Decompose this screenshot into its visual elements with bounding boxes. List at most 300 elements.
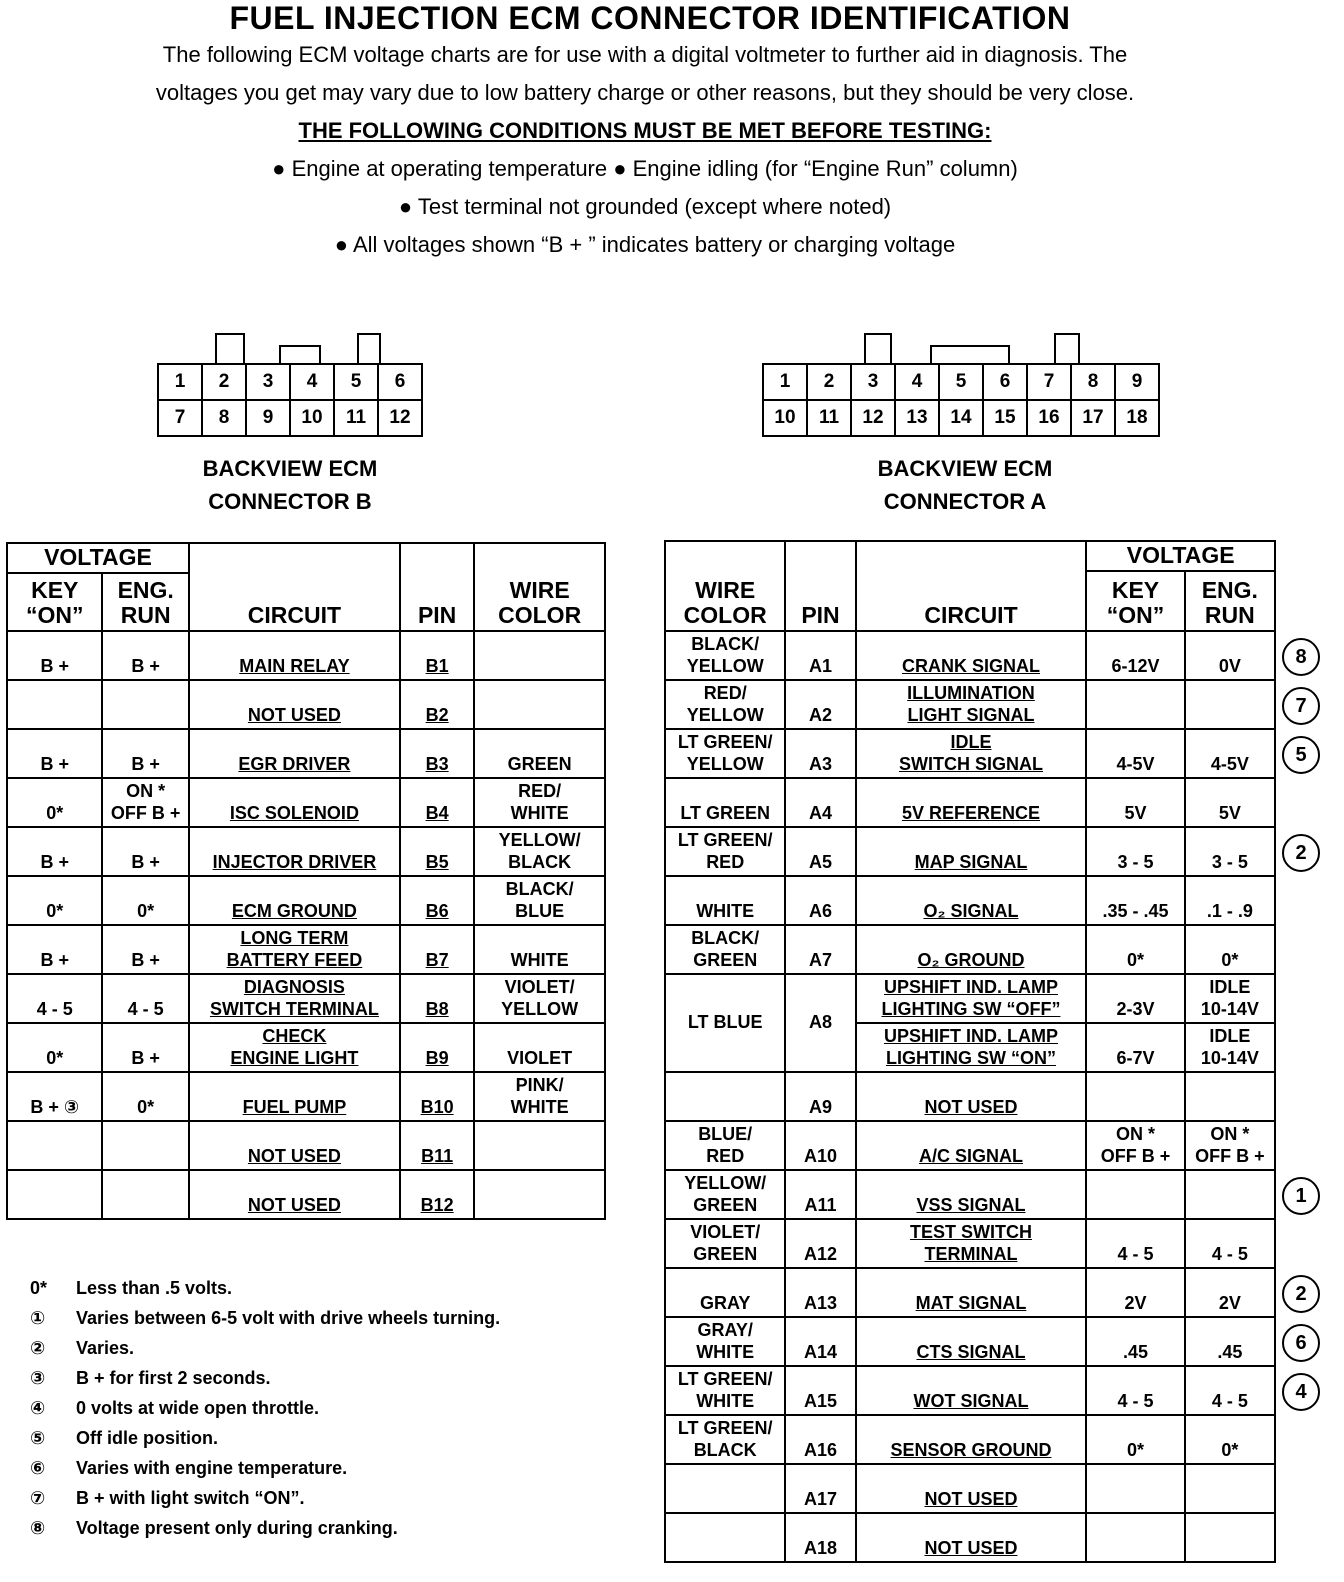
conditions-heading: THE FOLLOWING CONDITIONS MUST BE MET BEFORE TESTING: [298, 118, 992, 143]
table-row [665, 876, 1275, 925]
eng-run-voltage: B + [102, 1023, 188, 1072]
circuit-text: INJECTOR DRIVER [212, 852, 377, 872]
key-on-voltage [1086, 1464, 1184, 1513]
wire-color: GRAY/ WHITE [665, 1317, 785, 1366]
footnote-symbol: ⑧ [30, 1518, 46, 1538]
wire-color: BLACK/ BLUE [474, 876, 605, 925]
pin-text: B10 [420, 1097, 454, 1117]
page-title: FUEL INJECTION ECM CONNECTOR IDENTIFICATION [229, 0, 1071, 36]
circuit-text: EGR DRIVER [238, 754, 351, 774]
pin-id: A1 [785, 631, 855, 680]
pin-number: 13 [895, 400, 939, 436]
table-row [665, 1366, 1275, 1415]
eng-run-voltage [102, 1121, 188, 1170]
footnote-item [30, 1398, 319, 1419]
eng-run-voltage: 4 - 5 [1185, 1366, 1275, 1415]
wire-color: VIOLET [474, 1023, 605, 1072]
pin-number: 8 [202, 400, 246, 436]
pin-text: B2 [425, 705, 449, 725]
circuit-name [856, 876, 1087, 925]
pin-number: 1 [158, 364, 202, 400]
table-row [665, 1513, 1275, 1562]
pin-id: A15 [785, 1366, 855, 1415]
pin-number: 4 [895, 364, 939, 400]
table-row [665, 778, 1275, 827]
footnote-symbol: ③ [30, 1368, 46, 1388]
wire-color: GREEN [474, 729, 605, 778]
key-on-voltage: 6-7V [1086, 1023, 1184, 1072]
connector-a-pins [762, 363, 1160, 437]
footnote-symbol: 0* [30, 1278, 48, 1298]
eng-run-voltage [1185, 1464, 1275, 1513]
wire-color: WHITE [665, 876, 785, 925]
circuit-text: NOT USED [924, 1489, 1018, 1509]
eng-run-voltage: 0* [102, 1072, 188, 1121]
connector-a-caption-1: BACKVIEW ECM [877, 456, 1053, 481]
header-voltage: VOLTAGE [7, 543, 189, 573]
circuit-name [189, 729, 400, 778]
circuit-name [189, 974, 400, 1023]
eng-run-voltage: IDLE 10-14V [1185, 1023, 1275, 1072]
table-row [665, 729, 1275, 778]
wire-color: GRAY [665, 1268, 785, 1317]
eng-run-voltage: ON * OFF B + [1185, 1121, 1275, 1170]
key-on-voltage [7, 680, 102, 729]
circuit-name [189, 631, 400, 680]
pin-text: B9 [425, 1048, 449, 1068]
table-row [7, 827, 605, 876]
wire-color [665, 1513, 785, 1562]
header-eng-run: ENG. RUN [1185, 571, 1275, 631]
pin-number: 10 [290, 400, 334, 436]
header-key-on: KEY “ON” [7, 573, 102, 631]
footnote-symbol: ⑦ [30, 1488, 46, 1508]
circuit-name [856, 1415, 1087, 1464]
circuit-name [189, 1072, 400, 1121]
header-circuit: CIRCUIT [189, 543, 400, 631]
header-eng-run: ENG. RUN [102, 573, 188, 631]
eng-run-voltage [102, 1170, 188, 1219]
eng-run-voltage: 4 - 5 [102, 974, 188, 1023]
footnote-item [30, 1518, 398, 1539]
wire-color: LT GREEN [665, 778, 785, 827]
key-on-voltage: 4 - 5 [1086, 1366, 1184, 1415]
key-on-voltage [1086, 1072, 1184, 1121]
key-on-voltage [7, 1121, 102, 1170]
wire-color: BLACK/ GREEN [665, 925, 785, 974]
circuit-text: NOT USED [247, 705, 341, 725]
table-row [7, 631, 605, 680]
wire-color [665, 1464, 785, 1513]
circuit-name [856, 778, 1087, 827]
key-on-voltage [1086, 1170, 1184, 1219]
pin-text: B3 [425, 754, 449, 774]
eng-run-voltage: 0* [102, 876, 188, 925]
footnote-item [30, 1308, 500, 1329]
pin-id: A16 [785, 1415, 855, 1464]
circuit-name [856, 1072, 1087, 1121]
pin-id: A3 [785, 729, 855, 778]
circuit-name [189, 925, 400, 974]
key-on-voltage: 4-5V [1086, 729, 1184, 778]
key-on-voltage: 4 - 5 [7, 974, 102, 1023]
pin-id [400, 925, 474, 974]
circuit-text: O₂ SIGNAL [923, 901, 1019, 921]
footnote-circle-icon: 6 [1282, 1324, 1320, 1362]
footnote-item [30, 1368, 271, 1389]
circuit-text: DIAGNOSIS SWITCH TERMINAL [209, 977, 379, 1019]
footnote-text: Varies with engine temperature. [76, 1458, 348, 1478]
circuit-text: MAIN RELAY [239, 656, 350, 676]
header-key-on: KEY “ON” [1086, 571, 1184, 631]
eng-run-voltage [1185, 1170, 1275, 1219]
circuit-name [856, 1513, 1087, 1562]
eng-run-voltage: B + [102, 925, 188, 974]
pin-text: B5 [425, 852, 449, 872]
footnote-circle-icon: 4 [1282, 1373, 1320, 1411]
circuit-name [856, 1366, 1087, 1415]
footnote-text: Varies. [76, 1338, 135, 1358]
pin-id [400, 1023, 474, 1072]
circuit-name [856, 1121, 1087, 1170]
pin-id [400, 876, 474, 925]
key-on-voltage: B + [7, 729, 102, 778]
pin-id: A9 [785, 1072, 855, 1121]
pin-id: A17 [785, 1464, 855, 1513]
pin-id: A7 [785, 925, 855, 974]
footnote-item [30, 1338, 134, 1359]
eng-run-voltage: B + [102, 631, 188, 680]
pin-id: A2 [785, 680, 855, 729]
footnote-circle-icon: 2 [1282, 834, 1320, 872]
header-voltage: VOLTAGE [1086, 541, 1275, 571]
connector-a-diagram [762, 333, 1192, 443]
circuit-text: CTS SIGNAL [916, 1342, 1026, 1362]
circuit-name [856, 680, 1087, 729]
pin-number: 6 [983, 364, 1027, 400]
table-row [665, 1170, 1275, 1219]
footnote-item [30, 1488, 305, 1509]
pin-number: 2 [202, 364, 246, 400]
eng-run-voltage: .1 - .9 [1185, 876, 1275, 925]
key-on-voltage: 6-12V [1086, 631, 1184, 680]
eng-run-voltage: 4 - 5 [1185, 1219, 1275, 1268]
pin-number: 4 [290, 364, 334, 400]
connector-a-tab [1054, 333, 1080, 365]
eng-run-voltage: .45 [1185, 1317, 1275, 1366]
pin-id [400, 974, 474, 1023]
circuit-text: NOT USED [247, 1195, 341, 1215]
wire-color [474, 1170, 605, 1219]
condition-2: ● Test terminal not grounded (except where noted) [398, 194, 892, 219]
footnote-circle-icon: 5 [1282, 736, 1320, 774]
pin-text: B1 [425, 656, 449, 676]
circuit-text: ISC SOLENOID [229, 803, 359, 823]
connector-a-tab [864, 333, 892, 365]
pin-number: 14 [939, 400, 983, 436]
eng-run-voltage [1185, 1513, 1275, 1562]
pin-text: B7 [425, 950, 449, 970]
footnote-circle-icon: 1 [1282, 1177, 1320, 1215]
key-on-voltage: B + [7, 631, 102, 680]
header-circuit: CIRCUIT [856, 541, 1087, 631]
eng-run-voltage [1185, 680, 1275, 729]
circuit-text: UPSHIFT IND. LAMP LIGHTING SW “OFF” [881, 977, 1061, 1019]
header-wire-color: WIRE COLOR [665, 541, 785, 631]
pin-id [400, 1121, 474, 1170]
circuit-text: UPSHIFT IND. LAMP LIGHTING SW “ON” [883, 1026, 1058, 1068]
table-row [7, 1170, 605, 1219]
key-on-voltage: 2-3V [1086, 974, 1184, 1023]
key-on-voltage: 0* [7, 778, 102, 827]
header-pin: PIN [400, 543, 474, 631]
key-on-voltage: ON * OFF B + [1086, 1121, 1184, 1170]
pin-id: A12 [785, 1219, 855, 1268]
connector-a-caption-2: CONNECTOR A [883, 489, 1047, 514]
table-row [7, 1023, 605, 1072]
pin-id [400, 680, 474, 729]
eng-run-voltage: 5V [1185, 778, 1275, 827]
wire-color: RED/ WHITE [474, 778, 605, 827]
circuit-name [856, 925, 1087, 974]
pin-number: 9 [246, 400, 290, 436]
pin-id [400, 1170, 474, 1219]
pin-id [400, 827, 474, 876]
pin-number: 12 [378, 400, 422, 436]
circuit-text: NOT USED [924, 1097, 1018, 1117]
circuit-name [856, 1170, 1087, 1219]
circuit-text: A/C SIGNAL [918, 1146, 1023, 1166]
key-on-voltage: B + [7, 925, 102, 974]
table-row [7, 680, 605, 729]
eng-run-voltage: IDLE 10-14V [1185, 974, 1275, 1023]
condition-3: ● All voltages shown “B + ” indicates battery or charging voltage [334, 232, 956, 257]
pin-number: 7 [158, 400, 202, 436]
pin-id: A18 [785, 1513, 855, 1562]
key-on-voltage [1086, 680, 1184, 729]
pin-number: 8 [1071, 364, 1115, 400]
wire-color [474, 631, 605, 680]
circuit-text: CRANK SIGNAL [901, 656, 1040, 676]
pin-number: 5 [334, 364, 378, 400]
circuit-text: VSS SIGNAL [916, 1195, 1026, 1215]
header-wire-color: WIRE COLOR [474, 543, 605, 631]
pin-number: 3 [246, 364, 290, 400]
footnote-text: 0 volts at wide open throttle. [76, 1398, 320, 1418]
pin-id [400, 778, 474, 827]
table-row [665, 925, 1275, 974]
pin-id: A4 [785, 778, 855, 827]
circuit-text: WOT SIGNAL [913, 1391, 1029, 1411]
eng-run-voltage: ON * OFF B + [102, 778, 188, 827]
circuit-text: MAT SIGNAL [915, 1293, 1027, 1313]
table-row [665, 631, 1275, 680]
circuit-name [856, 974, 1087, 1023]
circuit-name [856, 1023, 1087, 1072]
footnote-symbol: ④ [30, 1398, 46, 1418]
circuit-text: IDLE SWITCH SIGNAL [898, 732, 1043, 774]
table-row [7, 1072, 605, 1121]
pin-id: A8 [785, 974, 855, 1072]
connector-b-voltage-table [6, 542, 606, 1220]
footnote-text: B + for first 2 seconds. [76, 1368, 271, 1388]
circuit-name [856, 827, 1087, 876]
table-row [665, 680, 1275, 729]
table-row [7, 876, 605, 925]
pin-number: 16 [1027, 400, 1071, 436]
footnote-text: B + with light switch “ON”. [76, 1488, 305, 1508]
circuit-text: O₂ GROUND [917, 950, 1025, 970]
pin-id: A11 [785, 1170, 855, 1219]
key-on-voltage: 3 - 5 [1086, 827, 1184, 876]
footnote-symbol: ⑤ [30, 1428, 46, 1448]
circuit-name [189, 1023, 400, 1072]
circuit-text: NOT USED [247, 1146, 341, 1166]
circuit-name [189, 1170, 400, 1219]
pin-number: 17 [1071, 400, 1115, 436]
circuit-name [189, 680, 400, 729]
circuit-name [856, 631, 1087, 680]
key-on-voltage: 2V [1086, 1268, 1184, 1317]
table-row [7, 729, 605, 778]
table-row [665, 827, 1275, 876]
circuit-text: 5V REFERENCE [901, 803, 1040, 823]
footnote-symbol: ② [30, 1338, 46, 1358]
connector-a-tab [930, 345, 1010, 365]
wire-color [474, 1121, 605, 1170]
footnote-text: Varies between 6-5 volt with drive wheels turning. [76, 1308, 501, 1328]
footnote-circle-icon: 2 [1282, 1275, 1320, 1313]
connector-b-tab [357, 333, 381, 365]
pin-number: 3 [851, 364, 895, 400]
pin-text: B4 [425, 803, 449, 823]
connector-b-pins [157, 363, 423, 437]
table-row [665, 1121, 1275, 1170]
eng-run-voltage: 2V [1185, 1268, 1275, 1317]
footnote-item [30, 1278, 232, 1299]
wire-color: PINK/ WHITE [474, 1072, 605, 1121]
pin-number: 11 [807, 400, 851, 436]
circuit-name [856, 1219, 1087, 1268]
connector-a-voltage-table [664, 540, 1276, 1563]
circuit-name [189, 827, 400, 876]
circuit-text: ILLUMINATION LIGHT SIGNAL [907, 683, 1035, 725]
pin-number: 10 [763, 400, 807, 436]
wire-color: RED/ YELLOW [665, 680, 785, 729]
footnote-symbol: ① [30, 1308, 46, 1328]
circuit-name [856, 729, 1087, 778]
pin-id [400, 631, 474, 680]
pin-text: B11 [421, 1146, 454, 1166]
key-on-voltage: B + ③ [7, 1072, 102, 1121]
table-row [7, 1121, 605, 1170]
intro-line-1: The following ECM voltage charts are for use with a digital voltmeter to further aid in diagnosis. The [162, 42, 1128, 67]
eng-run-voltage: 0* [1185, 925, 1275, 974]
pin-number: 1 [763, 364, 807, 400]
circuit-name [856, 1464, 1087, 1513]
table-row [665, 1268, 1275, 1317]
pin-id: A10 [785, 1121, 855, 1170]
circuit-text: CHECK ENGINE LIGHT [230, 1026, 359, 1068]
eng-run-voltage: 0* [1185, 1415, 1275, 1464]
circuit-text: FUEL PUMP [242, 1097, 347, 1117]
wire-color: VIOLET/ YELLOW [474, 974, 605, 1023]
key-on-voltage: .35 - .45 [1086, 876, 1184, 925]
wire-color: YELLOW/ BLACK [474, 827, 605, 876]
table-row [665, 974, 1275, 1023]
table-row [7, 778, 605, 827]
pin-text: B12 [420, 1195, 454, 1215]
eng-run-voltage: B + [102, 827, 188, 876]
pin-number: 11 [334, 400, 378, 436]
pin-number: 18 [1115, 400, 1159, 436]
pin-number: 12 [851, 400, 895, 436]
key-on-voltage [1086, 1513, 1184, 1562]
key-on-voltage: 5V [1086, 778, 1184, 827]
footnote-text: Off idle position. [76, 1428, 218, 1448]
table-row [7, 974, 605, 1023]
connector-b-diagram [157, 333, 447, 443]
key-on-voltage: 0* [7, 1023, 102, 1072]
footnote-text: Voltage present only during cranking. [76, 1518, 398, 1538]
pin-number: 2 [807, 364, 851, 400]
footnote-item [30, 1458, 347, 1479]
circuit-text: ECM GROUND [231, 901, 357, 921]
key-on-voltage: 0* [1086, 925, 1184, 974]
pin-number: 7 [1027, 364, 1071, 400]
pin-number: 9 [1115, 364, 1159, 400]
wire-color: LT GREEN/ WHITE [665, 1366, 785, 1415]
wire-color: LT GREEN/ YELLOW [665, 729, 785, 778]
header-pin: PIN [785, 541, 855, 631]
table-row [665, 1317, 1275, 1366]
wire-color: LT GREEN/ BLACK [665, 1415, 785, 1464]
key-on-voltage: 0* [1086, 1415, 1184, 1464]
eng-run-voltage [102, 680, 188, 729]
circuit-text: LONG TERM BATTERY FEED [226, 928, 363, 970]
circuit-name [856, 1317, 1087, 1366]
connector-b-caption-2: CONNECTOR B [208, 489, 372, 514]
circuit-name [189, 876, 400, 925]
connector-b-tab [215, 333, 245, 365]
pin-id: A13 [785, 1268, 855, 1317]
table-row [665, 1219, 1275, 1268]
wire-color: YELLOW/ GREEN [665, 1170, 785, 1219]
pin-id: A14 [785, 1317, 855, 1366]
footnote-item [30, 1428, 218, 1449]
circuit-text: SENSOR GROUND [890, 1440, 1052, 1460]
footnote-text: Less than .5 volts. [76, 1278, 233, 1298]
pin-id [400, 1072, 474, 1121]
pin-text: B6 [425, 901, 449, 921]
wire-color [665, 1072, 785, 1121]
table-row [665, 1415, 1275, 1464]
pin-number: 6 [378, 364, 422, 400]
eng-run-voltage: 0V [1185, 631, 1275, 680]
eng-run-voltage [1185, 1072, 1275, 1121]
wire-color: WHITE [474, 925, 605, 974]
intro-line-2: voltages you get may vary due to low battery charge or other reasons, but they should be very close. [155, 80, 1135, 105]
key-on-voltage: 4 - 5 [1086, 1219, 1184, 1268]
key-on-voltage: .45 [1086, 1317, 1184, 1366]
eng-run-voltage: 3 - 5 [1185, 827, 1275, 876]
pin-id: A5 [785, 827, 855, 876]
key-on-voltage [7, 1170, 102, 1219]
circuit-text: TEST SWITCH TERMINAL [909, 1222, 1032, 1264]
wire-color: LT GREEN/ RED [665, 827, 785, 876]
connector-b-caption-1: BACKVIEW ECM [202, 456, 378, 481]
circuit-name [856, 1268, 1087, 1317]
